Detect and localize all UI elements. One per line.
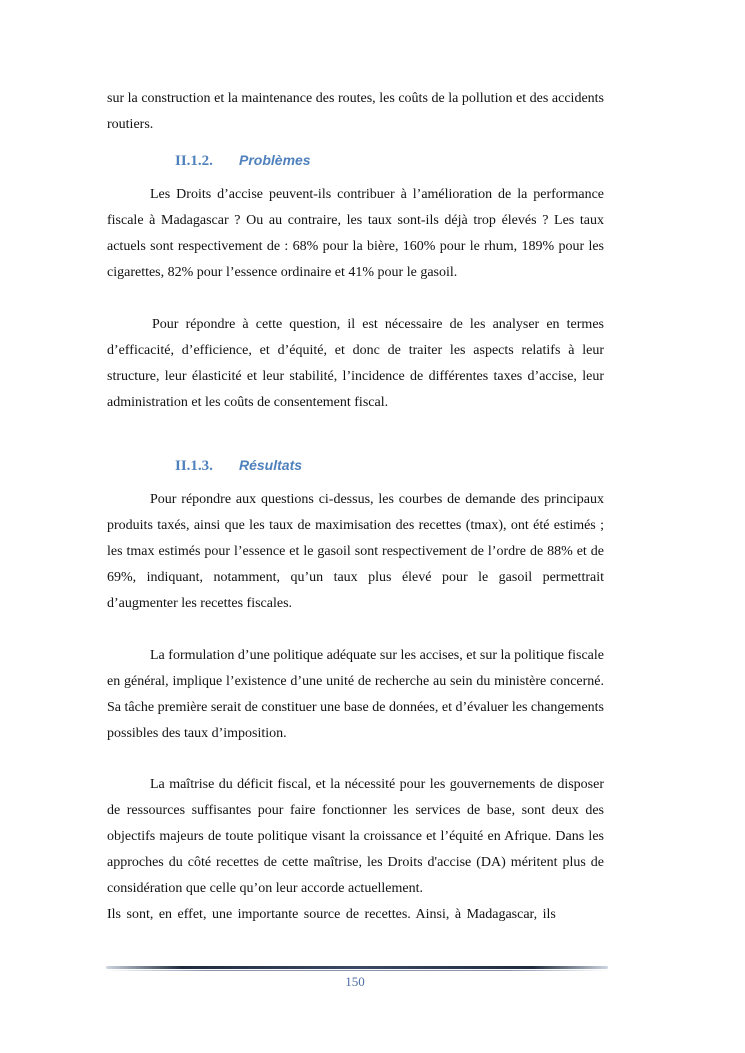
paragraph-resultats-1 [107, 487, 604, 617]
section-heading-problemes [175, 152, 311, 174]
paragraph-text: Ils sont, en effet, une importante source de recettes. Ainsi, à Madagascar, ils [107, 907, 556, 922]
footer-divider-shadow [106, 970, 608, 971]
paragraph-resultats-2 [107, 643, 604, 747]
paragraph-problemes-2 [107, 312, 604, 416]
paragraph-text: Pour répondre aux questions ci-dessus, les courbes de demande des principaux produits taxés, ainsi que les taux de maximisation des recettes (tmax), ont été estimés ; les tmax estimés pour l’essence et le gasoil sont respectivement de l’ordre de 88% et de 69%, indiquant, notamment, qu’un taux plus élevé pour le gasoil permettrait d’augmenter les recettes fiscales. [107, 492, 604, 611]
paragraph-text: Les Droits d’accise peuvent-ils contribuer à l’amélioration de la performance fiscale à Madagascar ? Ou au contraire, les taux sont-ils déjà trop élevés ? Les taux actuels sont respectivement de : 68% pour la bière, 160% pour le rhum, 189% pour les cigarettes, 82% pour l’essence ordinaire et 41% pour le gasoil. [107, 187, 604, 280]
section-title: Résultats [239, 457, 303, 473]
section-title: Problèmes [239, 152, 311, 168]
paragraph-resultats-3 [107, 772, 604, 902]
paragraph-resultats-4 [107, 902, 604, 928]
paragraph-intro [107, 86, 604, 138]
paragraph-text: La formulation d’une politique adéquate sur les accises, et sur la politique fiscale en général, implique l’existence d’une unité de recherche au sein du ministère concerné. Sa tâche première serait de constituer une base de données, et d’évaluer les changements possibles des taux d’imposition. [107, 648, 604, 741]
paragraph-text: Pour répondre à cette question, il est nécessaire de les analyser en termes d’efficacité, d’efficience, et d’équité, et donc de traiter les aspects relatifs à leur structure, leur élasticité et leur stabilité, l’incidence de différentes taxes d’accise, leur administration et les coûts de consentement fiscal. [107, 317, 604, 410]
paragraph-text: La maîtrise du déficit fiscal, et la nécessité pour les gouvernements de disposer de ressources suffisantes pour faire fonctionner les services de base, sont deux des objectifs majeurs de toute politique visant la croissance et l’équité en Afrique. Dans les approches du côté recettes de cette maîtrise, les Droits d'accise (DA) méritent plus de considération que celle qu’on leur accorde actuellement. [107, 777, 604, 896]
section-number: II.1.2. [175, 153, 213, 169]
paragraph-text: sur la construction et la maintenance des routes, les coûts de la pollution et des accidents routiers. [107, 91, 604, 132]
paragraph-problemes-1 [107, 182, 604, 286]
section-number: II.1.3. [175, 458, 213, 474]
page-number: 150 [345, 974, 365, 989]
section-heading-resultats [175, 457, 302, 479]
footer-divider [106, 966, 608, 969]
